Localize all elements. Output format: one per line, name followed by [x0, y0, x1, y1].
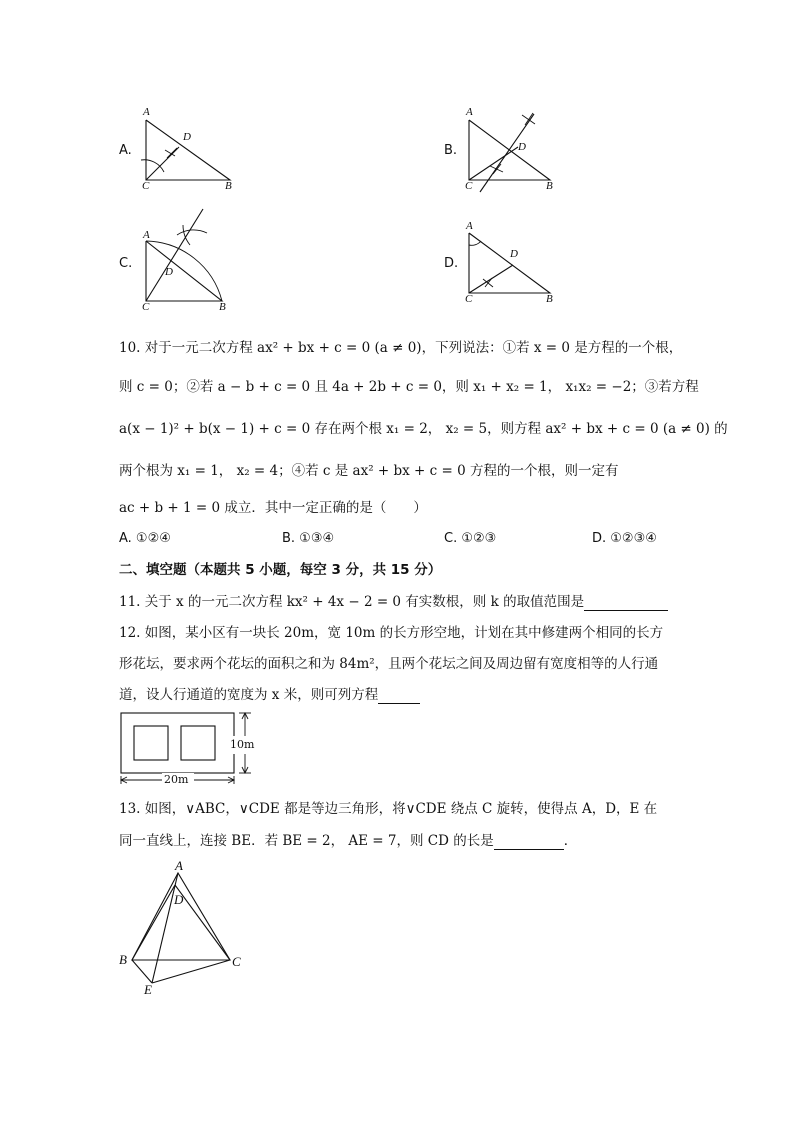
q12-line-1: 12. 如图，某小区有一块长 20m，宽 10m 的长方形空地，计划在其中修建两个相同的长方 [119, 625, 664, 641]
option-a-label: A. [119, 143, 132, 158]
q13-line-2-end: ． [563, 833, 578, 849]
q10-line-5: ac + b + 1 = 0 成立．其中一定正确的是（ ） [119, 500, 427, 516]
fig-b-vertex-c: C [465, 180, 473, 192]
option-d-label: D. [444, 256, 459, 271]
fig-a-vertex-b: B [225, 180, 232, 192]
fig-d-vertex-d: D [510, 248, 518, 260]
q11-answer-blank[interactable] [584, 596, 668, 611]
triangle-figure-c [115, 205, 275, 315]
q10-option-a[interactable]: A. ①②④ [119, 531, 171, 546]
figure-option-b [440, 100, 600, 195]
q12-answer-blank[interactable] [378, 689, 420, 704]
q12-line-3 [119, 686, 420, 704]
q13-vertex-b: B [119, 952, 127, 967]
fig-c-vertex-b: B [219, 301, 226, 313]
q12-height-label: 10m [230, 736, 254, 754]
figure-option-a [115, 100, 275, 195]
fig-a-vertex-a: A [143, 106, 150, 118]
fig-d-vertex-c: C [465, 293, 473, 305]
q10-line-2: 则 c = 0；②若 a − b + c = 0 且 4a + 2b + c = 0，则 x₁ + x₂ = 1， x₁x₂ = −2；③若方程 [119, 379, 699, 395]
q13-vertex-d: D [174, 892, 184, 907]
triangle-figure-d [440, 215, 600, 310]
q13-triangle-svg [115, 855, 265, 1000]
q10-option-c[interactable]: C. ①②③ [444, 531, 497, 546]
fig-d-vertex-b: B [546, 293, 553, 305]
q11-text-content: 11. 关于 x 的一元二次方程 kx² + 4x − 2 = 0 有实数根，则 k 的取值范围是 [119, 594, 585, 610]
fig-a-vertex-d: D [183, 131, 191, 143]
q10-option-b[interactable]: B. ①③④ [282, 531, 335, 546]
q12-line-3-content: 道，设人行通道的宽度为 x 米，则可列方程 [119, 687, 379, 703]
figure-option-c [115, 205, 275, 315]
fig-c-vertex-d: D [165, 266, 173, 278]
fig-d-vertex-a: A [466, 220, 473, 232]
q13-vertex-e: E [144, 982, 152, 997]
q12-rectangle-figure [118, 710, 268, 790]
triangle-figure-a [115, 100, 275, 195]
fig-a-vertex-c: C [142, 180, 150, 192]
q11-text [119, 593, 668, 611]
q10-line-1: 10. 对于一元二次方程 ax² + bx + c = 0 (a ≠ 0)，下列说法：①若 x = 0 是方程的一个根， [119, 340, 683, 356]
figure-option-d [440, 215, 600, 310]
q12-width-label: 20m [164, 773, 189, 786]
fig-b-vertex-a: A [466, 106, 473, 118]
option-c-label: C. [119, 256, 133, 271]
fig-c-vertex-c: C [142, 301, 150, 313]
fig-b-vertex-d: D [518, 141, 526, 153]
q10-option-d[interactable]: D. ①②③④ [592, 531, 657, 546]
option-b-label: B. [444, 143, 458, 158]
q10-line-4: 两个根为 x₁ = 1， x₂ = 4；④若 c 是 ax² + bx + c = 0 方程的一个根，则一定有 [119, 463, 619, 479]
section-heading-fill-in: 二、填空题（本题共 5 小题，每空 3 分，共 15 分） [119, 562, 442, 578]
q13-line-2 [119, 832, 577, 850]
q13-vertex-a: A [175, 858, 183, 873]
q13-vertex-c: C [232, 954, 241, 969]
fig-b-vertex-b: B [546, 180, 553, 192]
q13-triangle-figure [115, 855, 265, 1000]
q13-line-1: 13. 如图，∨ABC，∨CDE 都是等边三角形，将∨CDE 绕点 C 旋转，使得点 A，D，E 在 [119, 801, 658, 817]
q12-line-2: 形花坛，要求两个花坛的面积之和为 84m²，且两个花坛之间及周边留有宽度相等的人行通 [119, 656, 659, 672]
q13-answer-blank[interactable] [494, 835, 564, 850]
fig-c-vertex-a: A [143, 229, 150, 241]
q10-line-3: a(x − 1)² + b(x − 1) + c = 0 存在两个根 x₁ = 2， x₂ = 5，则方程 ax² + bx + c = 0 (a ≠ 0) 的 [119, 421, 728, 437]
q13-line-2-content: 同一直线上，连接 BE．若 BE = 2， AE = 7，则 CD 的长是 [119, 833, 494, 849]
